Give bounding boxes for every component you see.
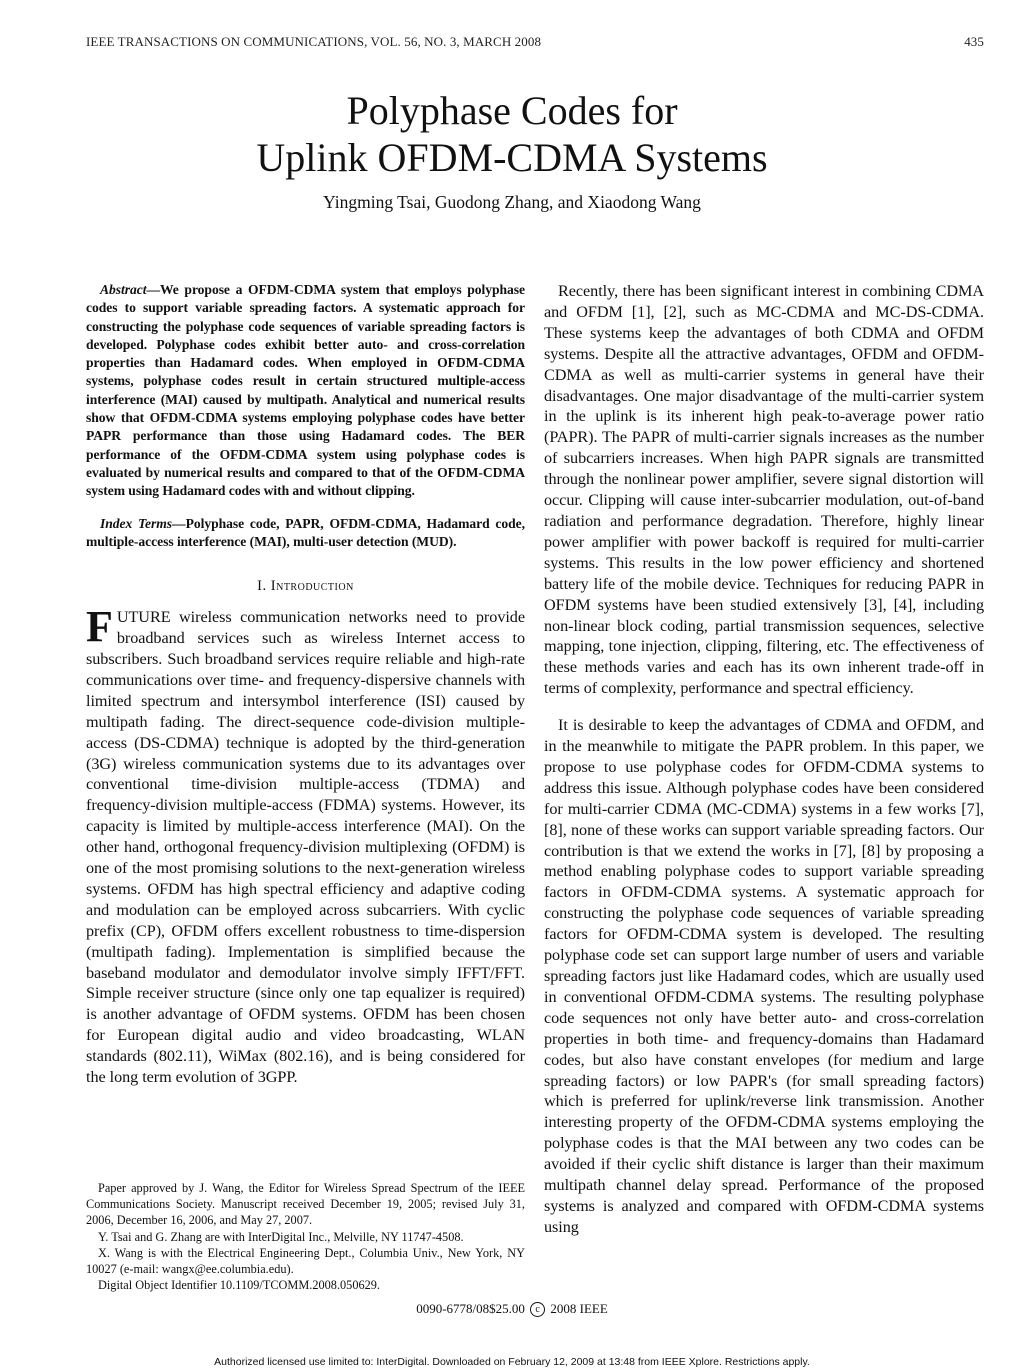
left-column: [86, 281, 525, 1088]
right-column: [544, 281, 984, 1238]
running-header: [86, 34, 984, 50]
paper-title-line-2: Uplink OFDM-CDMA Systems: [256, 135, 768, 180]
intro-paragraph-3: It is desirable to keep the advantages of CDMA and OFDM, and in the meanwhile to mitigate the PAPR problem. In this paper, we propose to use polyphase codes for OFDM-CDMA systems to address this issue. Although polyphase codes have been considered for multi-carrier CDMA (MC-CDMA) systems in a few works [7], [8], none of these works can support variable spreading factors. Our contribution is that we extend the works in [7], [8] by proposing a method enabling polyphase codes to support variable spreading factors in OFDM-CDMA systems. A systematic approach for constructing the polyphase code sequences of variable spreading factors for OFDM-CDMA system is developed. The resulting polyphase code set can support large number of users and variable spreading factors just like Hadamard codes, which are usually used in conventional OFDM-CDMA systems. The resulting polyphase code sequences not only have better auto- and cross-correlation properties in both time- and frequency-domains than Hadamard codes, but also have constant envelopes (for medium and large spreading factors) or low PAPR's (for small spreading factors) which is preferred for uplink/reverse link transmission. Another interesting property of the OFDM-CDMA systems employing the polyphase codes is that the MAI between any two codes can be avoided if their cyclic shift distance is larger than their maximum multipath channel delay spread. Performance of the proposed systems is analyzed and compared with OFDM-CDMA systems using: [544, 716, 984, 1236]
page-number: 435: [964, 34, 984, 49]
section-number: I.: [257, 578, 267, 595]
drop-cap: F: [86, 602, 113, 652]
abstract: [86, 281, 525, 501]
intro-paragraph-2: Recently, there has been significant interest in combining CDMA and OFDM [1], [2], such as MC-CDMA and MC-DS-CDMA. These systems keep the advantages of both CDMA and OFDM systems. Despite all the attractive advantages, OFDM and OFDM-CDMA as well as multi-carrier systems in general have their disadvantages. One major disadvantage of the multi-carrier system in the uplink is its inherent high peak-to-average power ratio (PAPR). The PAPR of multi-carrier signals increases as the number of subcarriers increases. When high PAPR signals are transmitted through the nonlinear power amplifier, severe signal distortion will occur. Clipping will cause inter-subcarrier modulation, out-of-band radiation and performance degradation. Therefore, highly linear power amplifier with power backoff is required for multi-carrier systems. This results in the low power efficiency and shortened battery life of the mobile device. Techniques for reducing PAPR in OFDM systems have been studied extensively [3], [4], including non-linear block coding, partial transmission sequences, selective mapping, tone injection, clipping, filtering, etc. The effectiveness of these methods varies and each has its own inherent trade-off in terms of complexity, performance and spectral efficiency.: [544, 282, 984, 698]
paper-title-line-1: Polyphase Codes for: [346, 88, 678, 133]
footnote-affiliation-2: X. Wang is with the Electrical Engineering Dept., Columbia Univ., New York, NY 10027 (e-mail: wangx@ee.columbia.edu).: [86, 1245, 525, 1277]
intro-paragraph-1: [86, 602, 525, 1088]
drop-cap-continuation: UTURE: [116, 608, 171, 627]
footnotes: [86, 1180, 525, 1293]
license-notice: Authorized licensed use limited to: InterDigital. Downloaded on February 12, 2009 at 13:48 from IEEE Xplore. Restrictions apply.: [214, 1356, 810, 1368]
section-heading-introduction: [86, 578, 525, 595]
journal-header: IEEE TRANSACTIONS ON COMMUNICATIONS, VOL. 56, NO. 3, MARCH 2008: [86, 34, 542, 49]
copyright-symbol: c: [530, 1302, 545, 1317]
index-terms-text: —Polyphase code, PAPR, OFDM-CDMA, Hadamard code, multiple-access interference (MAI), multi-user detection (MUD).: [86, 515, 525, 549]
abstract-text: —We propose a OFDM-CDMA system that employs polyphase codes to support variable spreading factors. A systematic approach for constructing the polyphase code sequences of variable spreading factors is developed. Polyphase codes exhibit better auto- and cross-correlation properties than Hadamard codes. When employed in OFDM-CDMA systems, polyphase codes result in certain structured multiple-access interference (MAI) caused by multipath. Analytical and numerical results show that OFDM-CDMA systems employing polyphase codes have better PAPR performance than those using Hadamard codes. The BER performance of the OFDM-CDMA system using polyphase codes is evaluated by numerical results and compared to that of the OFDM-CDMA system using Hadamard codes with and without clipping.: [86, 282, 525, 499]
section-title: Introduction: [270, 578, 354, 595]
index-terms: [86, 515, 525, 552]
footnote-doi: Digital Object Identifier 10.1109/TCOMM.2008.050629.: [98, 1278, 380, 1293]
copyright-year: 2008 IEEE: [550, 1301, 608, 1316]
footnote-affiliation-1: Y. Tsai and G. Zhang are with InterDigital Inc., Melville, NY 11747-4508.: [98, 1229, 464, 1244]
footnote-editor: Paper approved by J. Wang, the Editor for Wireless Spread Spectrum of the IEEE Communications Society. Manuscript received December 19, 2005; revised July 31, 2006, December 16, 2006, and May 27, 2007.: [86, 1181, 525, 1228]
intro-paragraph-1-text: wireless communication networks need to provide broadband services such as wireless Internet access to subscribers. Such broadband services require reliable and high-rate communications over time- and frequency-dispersive channels with limited spectrum and intersymbol interference (ISI) caused by multipath fading. The direct-sequence code-division multiple-access (DS-CDMA) technique is adopted by the third-generation (3G) wireless communication systems due to its advantages over conventional time-division multiple-access (TDMA) and frequency-division multiple-access (FDMA) systems. However, its capacity is limited by multiple-access interference (MAI). On the other hand, orthogonal frequency-division multiplexing (OFDM) is one of the most promising solutions to the next-generation wireless systems. OFDM has high spectral efficiency and adaptive coding and modulation can be employed across subcarriers. With cyclic prefix (CP), OFDM offers excellent robustness to time-dispersion (multipath fading). Implementation is simplified because the baseband modulator and demodulator involve simply IFFT/FFT. Simple receiver structure (since only one tap equalizer is required) is another advantage of OFDM systems. OFDM has been chosen for European digital audio and video broadcasting, WLAN standards (802.11), WiMax (802.16), and is being considered for the long term evolution of 3GPP.: [86, 608, 525, 1087]
author-list: Yingming Tsai, Guodong Zhang, and Xiaodong Wang: [323, 192, 701, 212]
copyright-line: [0, 1301, 1024, 1317]
abstract-label: Abstract: [100, 282, 147, 297]
price-code: 0090-6778/08$25.00: [416, 1301, 525, 1316]
index-terms-label: Index Terms: [100, 515, 173, 531]
